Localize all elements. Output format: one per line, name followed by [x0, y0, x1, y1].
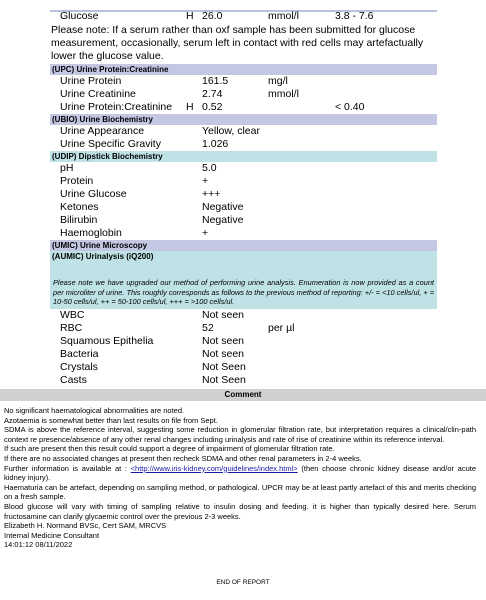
test-value: Not seen — [202, 308, 245, 321]
comment-line: Internal Medicine Consultant — [4, 530, 100, 540]
result-row — [50, 374, 437, 387]
comment-line: Azotaemia is somewhat better than last results on file from Sept. — [4, 415, 218, 425]
test-name: Urine Glucose — [60, 188, 127, 200]
test-value: Negative — [202, 214, 244, 226]
test-name: Glucose — [60, 10, 99, 22]
comment-line: Haematuria can be artefact, depending on sampling method, or pathological. UPCR may be at least partly artefact of this and merits checking on a fresh sample. — [4, 482, 476, 502]
result-row — [50, 188, 437, 201]
result-row — [50, 214, 437, 227]
result-row — [50, 101, 437, 114]
result-row — [50, 138, 437, 151]
udip-rows — [50, 162, 437, 240]
test-name: pH — [60, 162, 74, 174]
test-name: Urine Appearance — [60, 125, 145, 137]
test-value: + — [202, 227, 209, 239]
high-flag: H — [186, 10, 194, 22]
glucose-note: Please note: If a serum rather than oxf sample has been submitted for glucose measurement, occasionally, serum left in contact with red cells may artefactually lower the glucose value. — [51, 24, 424, 62]
info-suffix: (then choose chronic kidney disease and/or acute kidney injury). — [4, 463, 477, 483]
test-value: Not Seen — [202, 360, 246, 373]
test-value: Negative — [202, 201, 244, 213]
test-name: Bacteria — [60, 347, 99, 360]
ubio-rows — [50, 125, 437, 151]
reference-range: 3.8 - 7.6 — [335, 10, 374, 22]
result-row — [50, 227, 437, 240]
test-unit: mmol/l — [268, 88, 299, 100]
glucose-row — [50, 10, 437, 23]
comment-lines-2 — [4, 483, 476, 550]
test-value: 1.026 — [202, 138, 229, 150]
test-value: 26.0 — [202, 10, 223, 22]
high-flag: H — [186, 101, 194, 113]
result-row — [50, 88, 437, 101]
test-name: Urine Specific Gravity — [60, 138, 161, 150]
section-header-ubio: (UBIO) Urine Biochemistry — [50, 114, 437, 125]
result-row — [50, 335, 437, 348]
test-value: 52 — [202, 321, 214, 334]
test-value: Yellow, clear — [202, 125, 260, 137]
result-row — [50, 201, 437, 214]
comment-line: SDMA is above the reference interval, suggesting some reduction in glomerular filtration rate, but interpretation requires a clinical/clin-path context re presence/absence of any other renal changes including urinalysis and rate of rise of creatinine within its reference interval. — [4, 425, 476, 444]
upc-rows — [50, 75, 437, 114]
comment-body — [4, 406, 476, 550]
method-note: Please note we have upgraded our method of performing urine analysis. Enumeration is now provided as a count per microliter of urine. This roughly corresponds as follows to the previous method of reporting: +/- = <10 cells/ul, + = 10-50 cells/ul, ++ = 50-100 cells/ul, +++ = >100 cells/ul. — [50, 262, 437, 309]
comment-line: Elizabeth H. Normand BVSc, Cert SAM, MRCVS — [4, 521, 167, 531]
section-header-umic: (UMIC) Urine Microscopy — [50, 240, 437, 251]
result-row — [50, 75, 437, 88]
test-value: 0.52 — [202, 101, 223, 113]
test-value: 161.5 — [202, 75, 229, 87]
further-info — [4, 464, 476, 483]
test-name: RBC — [60, 321, 83, 334]
test-value: Not seen — [202, 347, 245, 360]
test-value: 5.0 — [202, 162, 217, 174]
aumic-rows — [50, 309, 437, 387]
result-row — [50, 322, 437, 335]
section-header-aumic: (AUMIC) Urinalysis (iQ200) — [50, 251, 437, 262]
test-unit: mg/l — [268, 75, 288, 87]
test-value: + — [202, 175, 209, 187]
test-name: Squamous Epithelia — [60, 334, 154, 347]
result-row — [50, 361, 437, 374]
end-of-report: END OF REPORT — [216, 579, 270, 586]
section-header-udip: (UDIP) Dipstick Biochemistry — [50, 151, 437, 162]
result-row — [50, 309, 437, 322]
test-value: +++ — [202, 188, 221, 200]
comment-line: Blood glucose will vary with timing of sampling relative to insulin dosing and feeding. it is higher than typically desired here. Serum fructosamine can clarify glycaemic control over the previous 2-3 weeks. — [4, 501, 476, 521]
test-name: Urine Creatinine — [60, 88, 136, 100]
result-row — [50, 175, 437, 188]
comment-line: If such are present then this result could support a degree of impairment of glomerular filtration rate. — [4, 444, 335, 454]
result-row — [50, 348, 437, 361]
test-name: Urine Protein — [60, 75, 122, 87]
test-name: Bilirubin — [60, 214, 98, 226]
info-prefix: Further information is available at : — [4, 463, 131, 473]
test-name: Ketones — [60, 201, 99, 213]
test-name: Crystals — [60, 360, 98, 373]
test-unit: mmol/l — [268, 10, 299, 22]
result-row — [50, 162, 437, 175]
test-name: Protein — [60, 175, 94, 187]
comment-line: If there are no associated changes at present then recheck SDMA and other renal parameters in 2-4 weeks. — [4, 453, 362, 463]
results-table — [50, 10, 437, 387]
test-name: Casts — [60, 373, 87, 386]
test-name: Haemoglobin — [60, 227, 122, 239]
reference-range: < 0.40 — [335, 101, 365, 113]
test-name: WBC — [60, 308, 85, 321]
comment-lines — [4, 406, 476, 464]
test-value: 2.74 — [202, 88, 223, 100]
test-value: Not seen — [202, 334, 245, 347]
result-row — [50, 125, 437, 138]
iris-guidelines-link[interactable]: <http://www.iris-kidney.com/guidelines/index.html> — [130, 463, 298, 473]
section-header-upc: (UPC) Urine Protein:Creatinine — [50, 64, 437, 75]
comment-line: No significant haematological abnormalities are noted. — [4, 406, 185, 415]
test-name: Urine Protein:Creatinine — [60, 101, 173, 113]
test-value: Not Seen — [202, 373, 246, 386]
test-unit: per µl — [268, 321, 295, 334]
comment-line: 14:01:12 08/11/2022 — [4, 540, 73, 550]
comment-header: Comment — [0, 389, 486, 401]
